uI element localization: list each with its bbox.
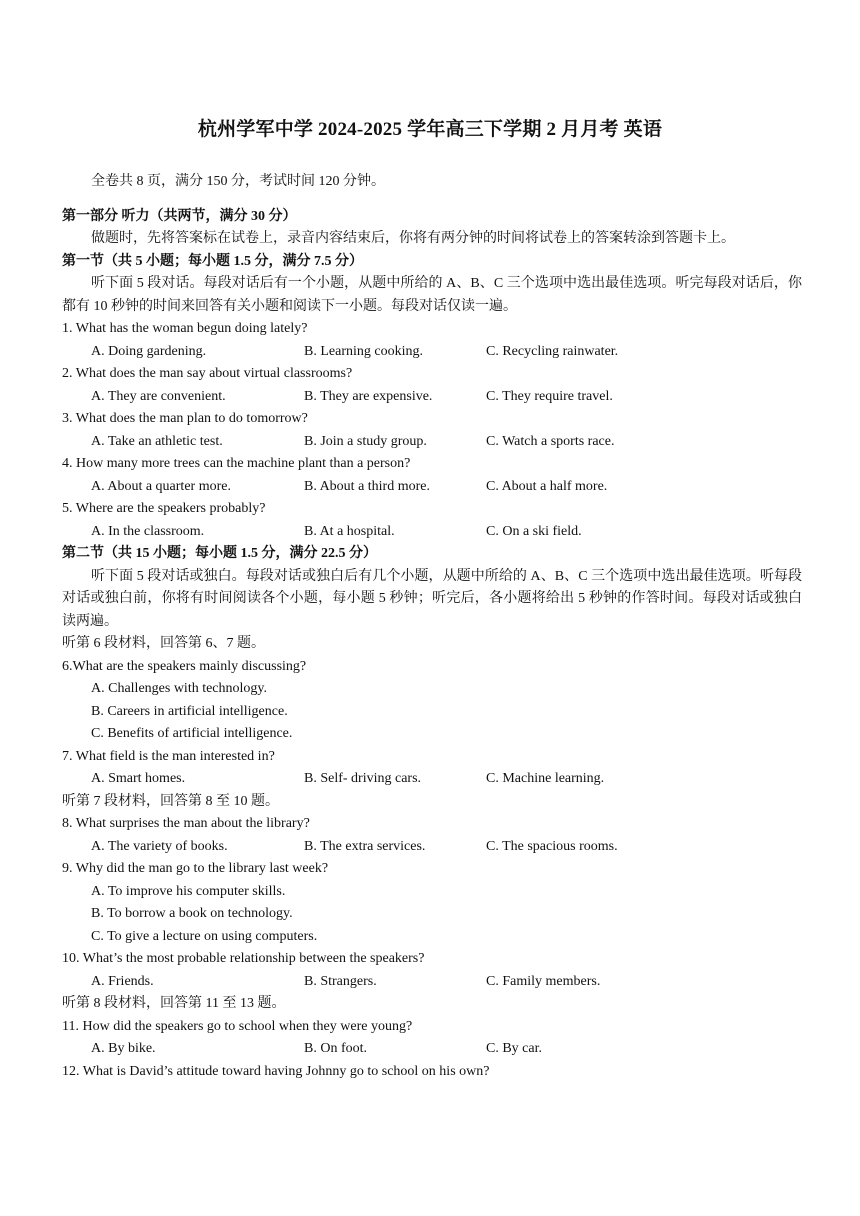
question-8 — [62, 813, 802, 858]
question-4 — [62, 453, 802, 498]
question-12 — [62, 1061, 802, 1084]
option-b: B. Join a study group. — [304, 433, 427, 449]
option-c: C. On a ski field. — [486, 523, 582, 539]
question-3 — [62, 408, 802, 453]
question-7 — [62, 746, 802, 791]
section1-instruction: 听下面 5 段对话。每段对话后有一个小题，从题中所给的 A、B、C 三个选项中选出最佳选项。听完每段对话后，你都有 10 秒钟的时间来回答有关小题和阅读下一小题。每段对话仅读一遍。 — [62, 276, 802, 314]
option-b: B. Careers in artificial intelligence. — [91, 703, 288, 719]
options-row — [62, 521, 802, 544]
question-1 — [62, 318, 802, 363]
options-row — [62, 431, 802, 454]
option-a: A. To improve his computer skills. — [91, 883, 286, 899]
question-text: 1. What has the woman begun doing lately? — [62, 321, 308, 336]
options-row — [62, 971, 802, 994]
question-text: 6.What are the speakers mainly discussing? — [62, 658, 307, 674]
question-text: 7. What field is the man interested in? — [62, 748, 275, 764]
option-b: B. To borrow a book on technology. — [91, 906, 293, 921]
option-a: A. The variety of books. — [91, 838, 228, 854]
section2-instruction: 听下面 5 段对话或独白。每段对话或独白后有几个小题，从题中所给的 A、B、C 三个选项中选出最佳选项。听每段对话或独白前，你将有时间阅读各个小题，每小题 5 秒钟；听完后，各小题将给出 5 秒钟的作答时间。每段对话或独白读两遍。 — [62, 568, 802, 629]
option-c: C. To give a lecture on using computers. — [91, 928, 318, 944]
option-b: B. At a hospital. — [304, 523, 395, 539]
option-b: B. Self- driving cars. — [304, 771, 422, 786]
option-a: A. Smart homes. — [91, 771, 186, 786]
question-9 — [62, 858, 802, 948]
option-c: C. The spacious rooms. — [486, 838, 618, 854]
option-b: B. Learning cooking. — [304, 343, 423, 359]
option-c: C. Family members. — [486, 973, 601, 989]
section2-heading: 第二节（共 15 小题；每小题 1.5 分，满分 22.5 分） — [62, 546, 377, 561]
option-b: B. On foot. — [304, 1041, 367, 1056]
question-text: 10. What’s the most probable relationship between the speakers? — [62, 951, 425, 966]
question-5 — [62, 498, 802, 543]
option-c: C. Recycling rainwater. — [486, 343, 619, 359]
option-c: C. They require travel. — [486, 388, 613, 404]
material-7-note: 听第 7 段材料，回答第 8 至 10 题。 — [62, 793, 279, 809]
section1-heading: 第一节（共 5 小题；每小题 1.5 分，满分 7.5 分） — [62, 253, 363, 269]
question-text: 4. How many more trees can the machine plant than a person? — [62, 456, 411, 471]
material-6-note: 听第 6 段材料，回答第 6、7 题。 — [62, 636, 265, 651]
material-8-note: 听第 8 段材料，回答第 11 至 13 题。 — [62, 996, 286, 1011]
part1-heading: 第一部分 听力（共两节，满分 30 分） — [62, 208, 297, 224]
option-c: C. By car. — [486, 1041, 542, 1056]
part1-instruction: 做题时，先将答案标在试卷上，录音内容结束后，你将有两分钟的时间将试卷上的答案转涂到答题卡上。 — [91, 231, 735, 246]
option-a: A. They are convenient. — [91, 388, 226, 404]
question-text: 9. Why did the man go to the library last week? — [62, 861, 329, 876]
option-c: C. About a half more. — [486, 478, 608, 494]
options-row — [62, 476, 802, 499]
question-text: 3. What does the man plan to do tomorrow? — [62, 411, 308, 426]
option-a: A. By bike. — [91, 1041, 156, 1056]
option-c: C. Watch a sports race. — [486, 433, 615, 449]
question-text: 12. What is David’s attitude toward having Johnny go to school on his own? — [62, 1063, 490, 1079]
question-6 — [62, 656, 802, 746]
question-10 — [62, 948, 802, 993]
option-b: B. Strangers. — [304, 973, 377, 989]
exam-intro: 全卷共 8 页，满分 150 分，考试时间 120 分钟。 — [91, 174, 385, 189]
options-row — [62, 768, 802, 791]
options-row — [62, 341, 802, 364]
options-row — [62, 386, 802, 409]
question-text: 2. What does the man say about virtual classrooms? — [62, 366, 353, 381]
option-c: C. Benefits of artificial intelligence. — [91, 726, 293, 741]
page-title: 杭州学军中学 2024-2025 学年高三下学期 2 月月考 英语 — [197, 119, 663, 140]
option-a: A. Doing gardening. — [91, 343, 207, 359]
question-11 — [62, 1016, 802, 1061]
option-b: B. The extra services. — [304, 838, 426, 854]
question-2 — [62, 363, 802, 408]
option-b: B. About a third more. — [304, 478, 430, 494]
option-a: A. In the classroom. — [91, 523, 205, 539]
exam-content — [62, 171, 802, 1083]
options-row — [62, 836, 802, 859]
question-text: 11. How did the speakers go to school when they were young? — [62, 1018, 413, 1034]
option-c: C. Machine learning. — [486, 771, 605, 786]
question-text: 5. Where are the speakers probably? — [62, 501, 266, 516]
option-a: A. Friends. — [91, 973, 154, 989]
options-row — [62, 1038, 802, 1061]
option-a: A. About a quarter more. — [91, 478, 231, 494]
option-a: A. Challenges with technology. — [91, 681, 268, 696]
question-text: 8. What surprises the man about the library? — [62, 816, 310, 831]
option-b: B. They are expensive. — [304, 388, 433, 404]
option-a: A. Take an athletic test. — [91, 433, 223, 449]
